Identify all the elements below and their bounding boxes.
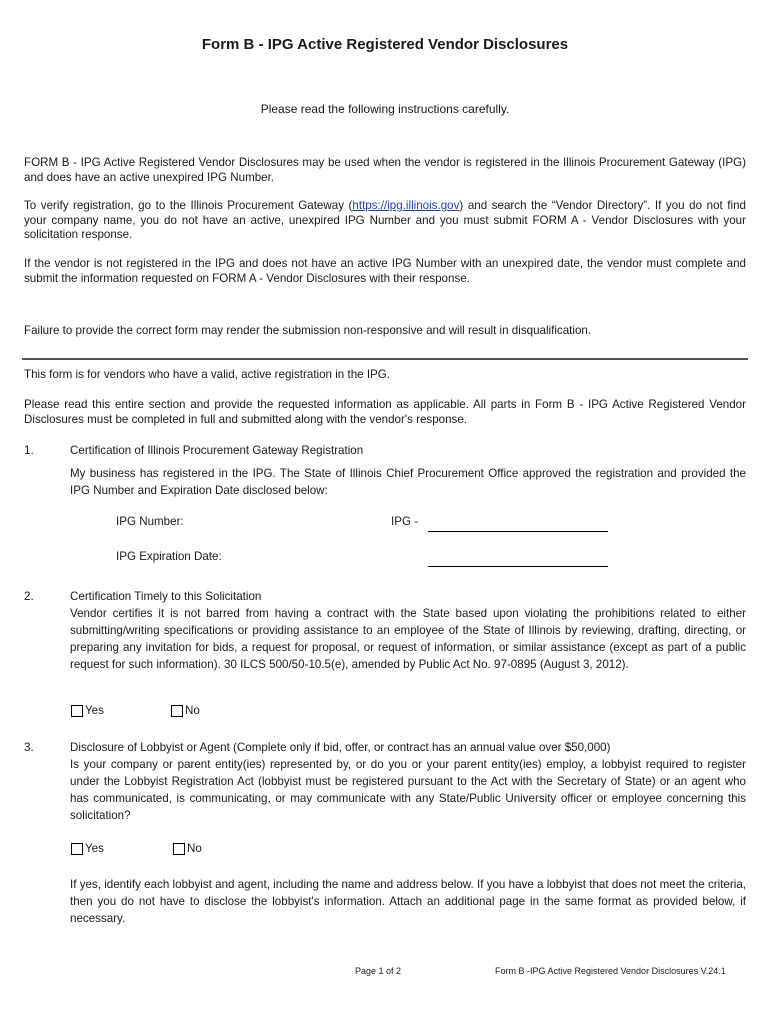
- section-2-no-checkbox[interactable]: [171, 704, 200, 717]
- checkbox-box[interactable]: [71, 705, 83, 717]
- section-3-number: 3.: [24, 741, 34, 754]
- section-1-number: 1.: [24, 444, 34, 457]
- section-divider: [22, 358, 748, 360]
- ipg-number-line: [428, 531, 608, 532]
- intro-paragraph-2: [24, 199, 746, 243]
- instructions-line: Please read the following instructions carefully.: [260, 102, 510, 116]
- section-1-heading: Certification of Illinois Procurement Gateway Registration: [70, 444, 364, 457]
- section-3-body: Is your company or parent entity(ies) represented by, or do you or your parent entity(ies) employ, a lobbyist required to register under the Lobbyist Registration Act (lobbyist must be registered pursuant to the Act with the Secretary of State) or an agent who has communicated, is communicating, or may communicate with any State/Public University officer or employee concerning this solicitation?: [70, 758, 746, 822]
- intro-paragraph-3: If the vendor is not registered in the IPG and does not have an active IPG Number with an unexpired date, the vendor must complete and submit the information requested on FORM A - Vendor Disclosures with their response.: [24, 257, 746, 285]
- read-section-note: Please read this entire section and provide the requested information as applicable. All parts in Form B - IPG Active Registered Vendor Disclosures must be completed in full and submitted along with the vendor's response.: [24, 398, 746, 426]
- section-3-no-checkbox[interactable]: [173, 842, 202, 855]
- section-2-heading: Certification Timely to this Solicitation: [70, 590, 262, 603]
- checkbox-no-label: No: [187, 842, 202, 855]
- checkbox-box[interactable]: [171, 705, 183, 717]
- intro-paragraph-1: FORM B - IPG Active Registered Vendor Disclosures may be used when the vendor is registered in the Illinois Procurement Gateway (IPG) and does have an active unexpired IPG Number.: [24, 156, 746, 184]
- ipg-number-label: IPG Number:: [116, 515, 184, 528]
- ipg-number-prefix: IPG -: [391, 515, 419, 528]
- section-3-yes-checkbox[interactable]: [71, 842, 104, 855]
- valid-registration-note: This form is for vendors who have a valid, active registration in the IPG.: [24, 368, 391, 381]
- section-2-yes-checkbox[interactable]: [71, 704, 104, 717]
- section-2-number: 2.: [24, 590, 34, 603]
- ipg-expiration-line: [428, 566, 608, 567]
- form-version: Form B -IPG Active Registered Vendor Disclosures V.24.1: [495, 966, 726, 976]
- section-3-if-yes-text: If yes, identify each lobbyist and agent, including the name and address below. If you have a lobbyist that does not meet the criteria, then you do not have to disclose the lobbyist's information. Attach an additional page in the same format as provided below, if necessary.: [70, 878, 746, 925]
- page-number: Page 1 of 2: [355, 966, 402, 976]
- checkbox-box[interactable]: [173, 843, 185, 855]
- ipg-website-link[interactable]: https://ipg.illinois.gov: [352, 199, 460, 212]
- checkbox-yes-label: Yes: [85, 842, 104, 855]
- section-3-heading: Disclosure of Lobbyist or Agent (Complete only if bid, offer, or contract has an annual value over $50,000): [70, 741, 611, 754]
- intro-text-before-link: To verify registration, go to the Illinois Procurement Gateway (: [24, 199, 353, 212]
- checkbox-box[interactable]: [71, 843, 83, 855]
- section-1-body: My business has registered in the IPG. The State of Illinois Chief Procurement Office approved the registration and provided the IPG Number and Expiration Date disclosed below:: [70, 467, 746, 497]
- ipg-expiration-label: IPG Expiration Date:: [116, 550, 222, 563]
- section-2-body: Vendor certifies it is not barred from having a contract with the State based upon violating the prohibitions related to either submitting/writing specifications or providing assistance to an employee of the State of Illinois by reviewing, drafting, directing, or preparing any invitation for bids, a request for proposal, or request of information, or similar assistance (except as part of a public request for such information). 30 ILCS 500/50-10.5(e), amended by Public Act No. 97-0895 (August 3, 2012).: [70, 607, 746, 671]
- page-title: Form B - IPG Active Registered Vendor Disclosures: [201, 36, 569, 53]
- checkbox-yes-label: Yes: [85, 704, 104, 717]
- intro-text-after-link: ) and search the “Vendor Directory”. If you do not find your company name, you do not have an active, unexpired IPG Number and you must submit FORM A - Vendor Disclosures with your solicitation response.: [24, 199, 747, 241]
- intro-paragraph-4: Failure to provide the correct form may render the submission non-responsive and will result in disqualification.: [24, 324, 592, 337]
- checkbox-no-label: No: [185, 704, 200, 717]
